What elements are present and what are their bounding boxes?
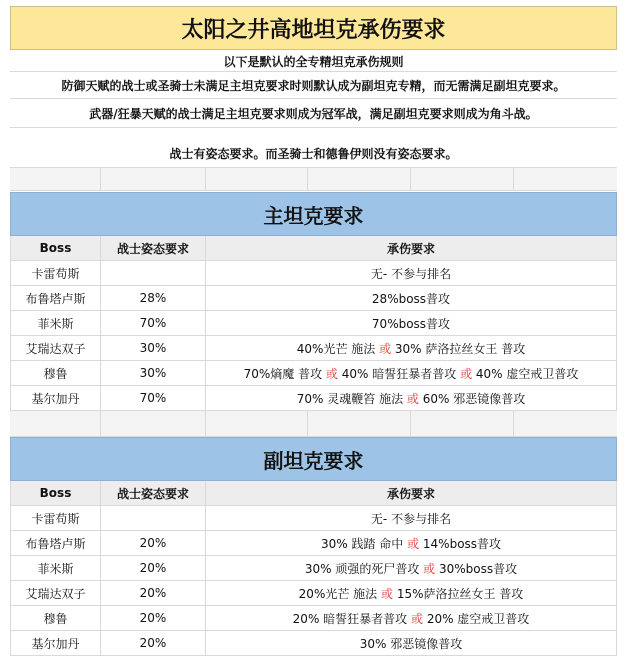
boss-name: 卡雷苟斯 <box>10 261 101 285</box>
table-row <box>10 286 617 311</box>
table-row <box>10 506 617 531</box>
table-row <box>10 606 617 631</box>
table-row <box>10 311 617 336</box>
table-row <box>10 581 617 606</box>
stance-requirement: 20% <box>101 581 206 605</box>
damage-requirement <box>206 531 617 555</box>
table-row <box>10 336 617 361</box>
stance-requirement: 20% <box>101 631 206 655</box>
stance-requirement: 30% <box>101 336 206 360</box>
or-separator: 或 <box>325 366 338 381</box>
or-separator: 或 <box>380 586 393 601</box>
or-separator: 或 <box>379 341 392 356</box>
col-boss: Boss <box>10 481 101 505</box>
note-2: 防御天赋的战士或圣骑士未满足主坦克要求时则默认成为副坦克专精，而无需满足副坦克要求。 <box>10 72 617 99</box>
damage-part: 40%光芒 施法 <box>296 341 380 356</box>
boss-name: 布鲁塔卢斯 <box>10 286 101 310</box>
table-row <box>10 386 617 411</box>
off-tank-heading: 副坦克要求 <box>10 437 617 481</box>
main-tank-heading: 主坦克要求 <box>10 192 617 236</box>
boss-name: 卡雷苟斯 <box>10 506 101 530</box>
stance-requirement: 70% <box>101 311 206 335</box>
or-separator: 或 <box>460 366 473 381</box>
col-boss: Boss <box>10 236 101 260</box>
main-tank-header-row <box>10 236 617 261</box>
damage-part: 28%boss普攻 <box>371 291 451 306</box>
damage-requirement <box>206 556 617 580</box>
damage-part: 20% 暗誓狂暴者普攻 <box>292 611 411 626</box>
table-row <box>10 556 617 581</box>
damage-part: 30%boss普攻 <box>435 561 518 576</box>
damage-requirement <box>206 261 617 285</box>
sheet-title: 太阳之井高地坦克承伤要求 <box>10 6 617 50</box>
damage-part: 14%boss普攻 <box>419 536 502 551</box>
damage-part: 70%熵魔 普攻 <box>243 366 326 381</box>
boss-name: 基尔加丹 <box>10 386 101 410</box>
table-row <box>10 361 617 386</box>
note-3: 武器/狂暴天赋的战士满足主坦克要求则成为冠军战，满足副坦克要求则成为角斗战。 <box>10 99 617 128</box>
damage-requirement <box>206 361 617 385</box>
damage-requirement <box>206 506 617 530</box>
damage-requirement <box>206 311 617 335</box>
or-separator: 或 <box>423 561 436 576</box>
table-row <box>10 631 617 656</box>
off-tank-header-row <box>10 481 617 506</box>
damage-requirement <box>206 286 617 310</box>
damage-part: 无- 不参与排名 <box>370 266 452 281</box>
stance-requirement: 70% <box>101 386 206 410</box>
stance-requirement <box>101 506 206 530</box>
damage-requirement <box>206 386 617 410</box>
blank-row <box>10 411 617 437</box>
note-1: 以下是默认的全专精坦克承伤规则 <box>10 51 617 72</box>
or-separator: 或 <box>410 611 423 626</box>
boss-name: 穆鲁 <box>10 606 101 630</box>
col-stance: 战士姿态要求 <box>101 481 206 505</box>
damage-part: 20% 虚空戒卫普攻 <box>423 611 530 626</box>
damage-part: 无- 不参与排名 <box>370 511 452 526</box>
damage-part: 40% 虚空戒卫普攻 <box>472 366 579 381</box>
damage-part: 30% 践踏 命中 <box>320 536 408 551</box>
damage-part: 30% 邪恶镜像普攻 <box>359 636 463 651</box>
boss-name: 菲米斯 <box>10 311 101 335</box>
damage-part: 70% 灵魂鞭笞 施法 <box>296 391 407 406</box>
note-4: 战士有姿态要求。而圣骑士和德鲁伊则没有姿态要求。 <box>10 128 617 168</box>
boss-name: 艾瑞达双子 <box>10 581 101 605</box>
damage-requirement <box>206 631 617 655</box>
stance-requirement: 28% <box>101 286 206 310</box>
damage-requirement <box>206 336 617 360</box>
damage-part: 30% 顽强的死尸普攻 <box>304 561 424 576</box>
stance-requirement: 20% <box>101 606 206 630</box>
boss-name: 穆鲁 <box>10 361 101 385</box>
damage-requirement <box>206 581 617 605</box>
damage-requirement <box>206 606 617 630</box>
or-separator: 或 <box>407 536 420 551</box>
boss-name: 艾瑞达双子 <box>10 336 101 360</box>
stance-requirement: 30% <box>101 361 206 385</box>
boss-name: 布鲁塔卢斯 <box>10 531 101 555</box>
stance-requirement <box>101 261 206 285</box>
damage-part: 40% 暗誓狂暴者普攻 <box>337 366 461 381</box>
damage-part: 60% 邪恶镜像普攻 <box>418 391 526 406</box>
col-damage: 承伤要求 <box>206 481 617 505</box>
damage-part: 70%boss普攻 <box>371 316 451 331</box>
boss-name: 基尔加丹 <box>10 631 101 655</box>
boss-name: 菲米斯 <box>10 556 101 580</box>
blank-row <box>10 168 617 191</box>
damage-part: 20%光芒 施法 <box>298 586 381 601</box>
table-row <box>10 531 617 556</box>
col-damage: 承伤要求 <box>206 236 617 260</box>
col-stance: 战士姿态要求 <box>101 236 206 260</box>
or-separator: 或 <box>406 391 419 406</box>
damage-part: 30% 萨洛拉丝女王 普攻 <box>391 341 526 356</box>
table-row <box>10 261 617 286</box>
stance-requirement: 20% <box>101 556 206 580</box>
stance-requirement: 20% <box>101 531 206 555</box>
damage-part: 15%萨洛拉丝女王 普攻 <box>393 586 524 601</box>
